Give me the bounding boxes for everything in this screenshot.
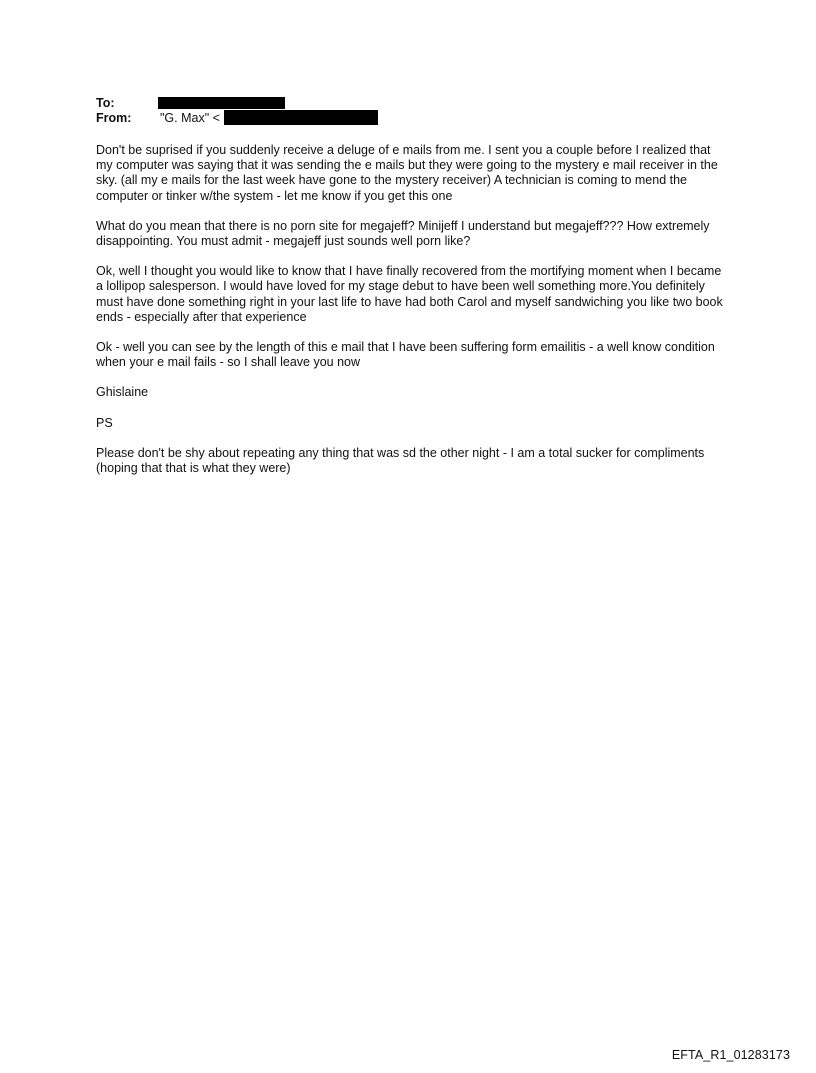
body-paragraph: Don't be suprised if you suddenly receive a deluge of e mails from me. I sent you a couple before I realized that my computer was saying that it was sending the e mails but they were going to the mystery e mail receiver in the sky. (all my e mails for the last week have gone to the mystery receiver) A technician is coming to mend the computer or tinker w/the system - let me know if you get this one — [96, 143, 718, 203]
body-paragraph: Ok, well I thought you would like to know that I have finally recovered from the mortifying moment when I became a lollipop salesperson. I would have loved for my stage debut to have been well something more.You definitely must have done something right in your last life to have had both Carol and myself sandwiching you like two book ends - especially after that experience — [96, 264, 723, 324]
email-body — [96, 143, 726, 491]
document-id: EFTA_R1_01283173 — [671, 1048, 790, 1062]
to-row — [96, 96, 736, 111]
signature: Ghislaine — [96, 385, 149, 400]
body-paragraph: Ok - well you can see by the length of this e mail that I have been suffering form emailitis - a well know condition when your e mail fails - so I shall leave you now — [96, 340, 715, 370]
from-row — [96, 111, 736, 126]
to-label: To: — [96, 96, 115, 110]
from-redaction-box — [224, 110, 378, 125]
body-paragraph: What do you mean that there is no porn site for megajeff? Minijeff I understand but megajeff??? How extremely disappointing. You must admit - megajeff just sounds well porn like? — [96, 218, 710, 249]
email-header — [96, 96, 736, 126]
postscript-label: PS — [96, 415, 113, 430]
from-value: "G. Max" < — [160, 111, 220, 125]
postscript-text: Please don't be shy about repeating any thing that was sd the other night - I am a total sucker for compliments (hoping that that is what they were) — [96, 445, 705, 476]
from-label: From: — [96, 111, 132, 125]
to-redaction-box — [158, 97, 285, 109]
